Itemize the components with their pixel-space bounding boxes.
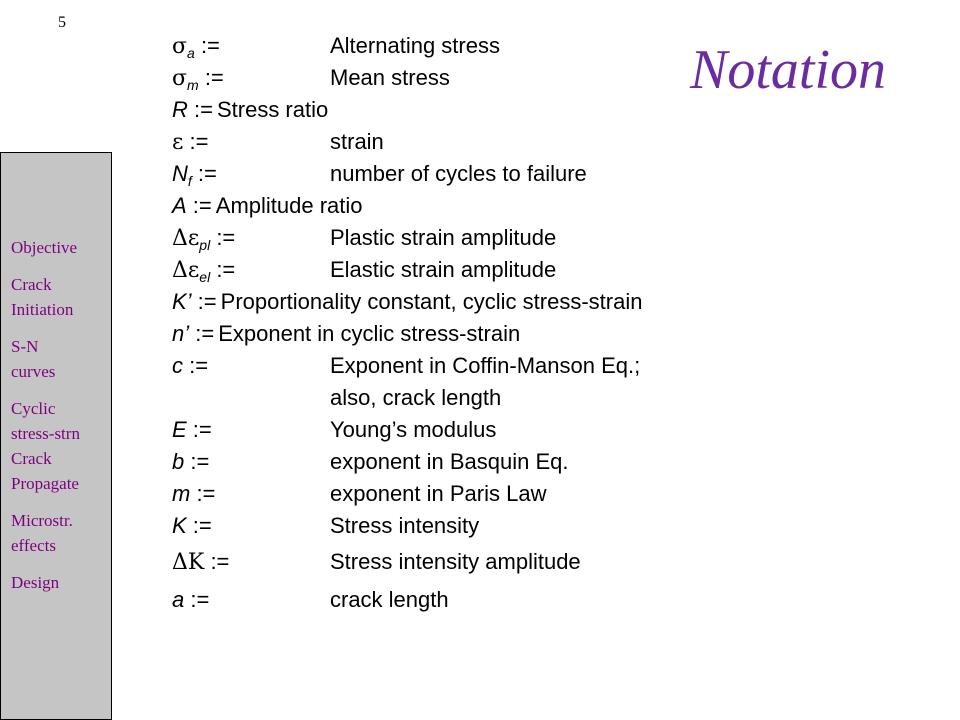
- assign-operator: :=: [191, 161, 217, 186]
- symbol-main: A: [172, 193, 187, 218]
- notation-description: number of cycles to failure: [330, 161, 587, 186]
- notation-row: [172, 190, 642, 222]
- sidebar-item-cyclic-stress-strain[interactable]: Cyclic stress-strn: [11, 399, 80, 443]
- page-number: 5: [58, 14, 66, 31]
- notation-row: [172, 510, 642, 542]
- notation-description: Exponent in cyclic stress-strain: [218, 321, 521, 346]
- assign-operator: :=: [194, 33, 220, 58]
- notation-row: [172, 158, 642, 190]
- notation-description: Young’s modulus: [330, 417, 497, 442]
- assign-operator: :=: [186, 193, 212, 218]
- notation-symbol: [172, 321, 214, 346]
- notation-description: Stress ratio: [216, 97, 329, 122]
- symbol-main: m: [172, 481, 191, 506]
- notation-description: exponent in Paris Law: [330, 481, 547, 506]
- notation-row: [172, 30, 642, 62]
- assign-operator: :=: [204, 549, 230, 574]
- slide-title: Notation: [690, 39, 887, 101]
- symbol-main: Δε: [172, 258, 200, 283]
- symbol-main: Δε: [172, 226, 200, 251]
- sidebar-list: [11, 235, 80, 607]
- symbol-main: c: [172, 353, 183, 378]
- notation-symbol: [172, 97, 213, 122]
- notation-description: exponent in Basquin Eq.: [330, 449, 569, 474]
- notation-description: Elastic strain amplitude: [330, 257, 557, 282]
- symbol-main: ε: [172, 130, 184, 155]
- assign-operator: :=: [190, 481, 216, 506]
- symbol-subscript: f: [187, 173, 192, 189]
- symbol-main: b: [172, 449, 185, 474]
- sidebar-item-objective[interactable]: Objective: [11, 238, 78, 257]
- notation-row: [172, 254, 642, 286]
- notation-description: Alternating stress: [330, 33, 500, 58]
- notation-row: [172, 286, 642, 318]
- notation-description: Exponent in Coffin-Manson Eq.;: [330, 353, 641, 378]
- sidebar-nav: [0, 152, 112, 720]
- notation-list: [172, 30, 642, 618]
- notation-symbol: [172, 193, 212, 218]
- notation-symbol: [172, 544, 229, 587]
- symbol-main: ΔK: [172, 550, 205, 575]
- notation-description: Amplitude ratio: [215, 193, 363, 218]
- notation-row: [172, 414, 642, 446]
- symbol-main: σ: [172, 34, 188, 59]
- notation-row: [172, 318, 642, 350]
- sidebar-item-design[interactable]: Design: [11, 573, 60, 592]
- notation-row: [172, 478, 642, 510]
- sidebar-item-sn-curves[interactable]: S-N curves: [11, 337, 56, 381]
- assign-operator: :=: [183, 353, 209, 378]
- assign-operator: :=: [189, 321, 215, 346]
- notation-description: also, crack length: [330, 385, 502, 410]
- assign-operator: :=: [184, 587, 210, 612]
- notation-description: Plastic strain amplitude: [330, 225, 557, 250]
- notation-description: crack length: [330, 587, 449, 612]
- assign-operator: :=: [191, 289, 217, 314]
- symbol-main: σ: [172, 66, 188, 91]
- notation-row: [172, 94, 642, 126]
- sidebar-item-crack-propagate[interactable]: Crack Propagate: [11, 449, 79, 493]
- notation-description: Mean stress: [330, 65, 450, 90]
- symbol-main: R: [172, 97, 188, 122]
- assign-operator: :=: [184, 449, 210, 474]
- notation-symbol: [172, 582, 209, 625]
- symbol-main: n’: [172, 321, 190, 346]
- notation-description: Stress intensity: [330, 513, 480, 538]
- notation-row: [172, 62, 642, 94]
- notation-row: [172, 382, 642, 414]
- symbol-main: K’: [172, 289, 192, 314]
- symbol-main: a: [172, 587, 185, 612]
- symbol-subscript: el: [199, 269, 211, 285]
- assign-operator: :=: [183, 129, 209, 154]
- assign-operator: :=: [186, 417, 212, 442]
- symbol-main: K: [172, 513, 187, 538]
- assign-operator: :=: [186, 513, 212, 538]
- symbol-subscript: pl: [199, 237, 211, 253]
- notation-row: [172, 446, 642, 478]
- notation-description: Stress intensity amplitude: [330, 549, 581, 574]
- assign-operator: :=: [210, 225, 236, 250]
- notation-row: [172, 222, 642, 254]
- notation-row: [172, 350, 642, 382]
- symbol-subscript: m: [187, 77, 199, 93]
- notation-row: [172, 126, 642, 158]
- notation-row: [172, 544, 642, 580]
- notation-symbol: [172, 289, 217, 314]
- assign-operator: :=: [187, 97, 213, 122]
- symbol-subscript: a: [187, 45, 195, 61]
- assign-operator: :=: [210, 257, 236, 282]
- notation-description: strain: [330, 129, 384, 154]
- sidebar-item-crack-initiation[interactable]: Crack Initiation: [11, 275, 74, 319]
- symbol-main: N: [172, 161, 188, 186]
- notation-row: [172, 582, 642, 618]
- symbol-main: E: [172, 417, 187, 442]
- sidebar-item-microstructure-effects[interactable]: Microstr. effects: [11, 511, 73, 555]
- notation-description: Proportionality constant, cyclic stress-strain: [220, 289, 643, 314]
- assign-operator: :=: [198, 65, 224, 90]
